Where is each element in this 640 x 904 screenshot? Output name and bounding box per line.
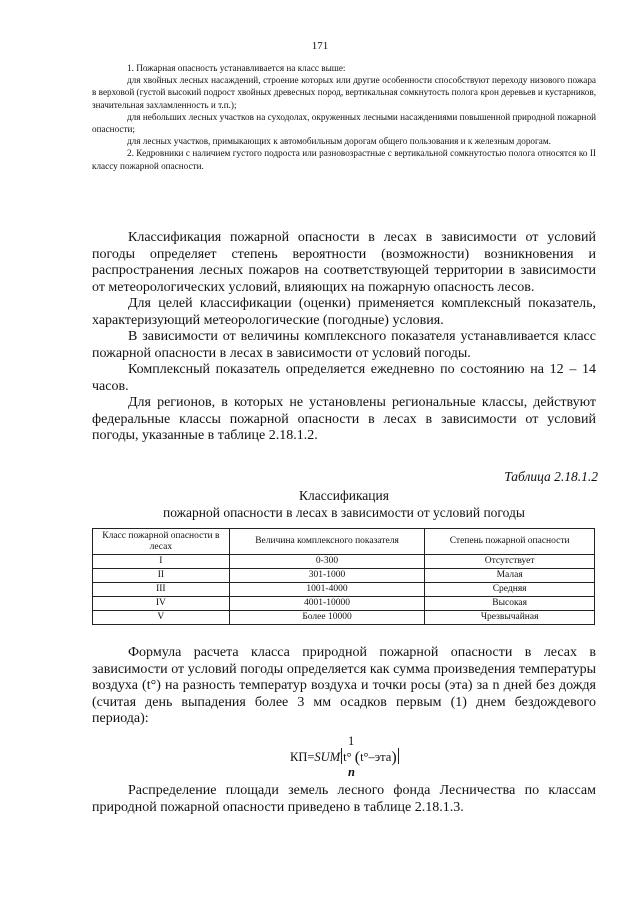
paragraph: Распределение площади земель лесного фонда Лесничества по классам природной пожарной опасности приведено в таблице 2.18.1.3. bbox=[92, 783, 596, 815]
column-header-index: Величина комплексного показателя bbox=[229, 529, 425, 555]
note-1-item-b: для небольших лесных участков на суходолах, окруженных лесными насаждениями повышенной природной пожарной опасности; bbox=[92, 111, 596, 135]
table-title bbox=[92, 487, 596, 521]
table-cell: 0-300 bbox=[229, 555, 425, 569]
table-row bbox=[93, 569, 595, 583]
table-title-line-2: пожарной опасности в лесах в зависимости от условий погоды bbox=[163, 505, 525, 520]
table-row bbox=[93, 583, 595, 597]
table-title-line-1: Классификация bbox=[299, 488, 389, 503]
table-cell: 4001-10000 bbox=[229, 597, 425, 611]
classification-table bbox=[92, 528, 595, 625]
note-2: 2. Кедровники с наличием густого подроста или разновозрастные с вертикальной сомкнутостью полога относятся ко II классу пожарной опасности. bbox=[92, 148, 596, 171]
table-header-row bbox=[93, 529, 595, 555]
note-1-item-c: для лесных участков, примыкающих к автомобильным дорогам общего пользования и к железным дорогам. bbox=[127, 136, 551, 147]
column-header-degree: Степень пожарной опасности bbox=[425, 529, 595, 555]
table-row bbox=[93, 555, 595, 569]
table-cell: 301-1000 bbox=[229, 569, 425, 583]
table-cell: Более 10000 bbox=[229, 611, 425, 625]
formula-lower-limit: n bbox=[348, 765, 355, 779]
column-header-class: Класс пожарной опасности в лесах bbox=[93, 529, 230, 555]
table-cell: Средняя bbox=[425, 583, 595, 597]
footnotes bbox=[92, 62, 596, 172]
table-row bbox=[93, 611, 595, 625]
body-section-3 bbox=[92, 783, 596, 816]
paragraph: Комплексный показатель определяется ежедневно по состоянию на 12 – 14 часов. bbox=[92, 362, 596, 394]
table-cell: Отсутствует bbox=[425, 555, 595, 569]
formula-lhs: КП= bbox=[290, 750, 315, 764]
table-cell: IV bbox=[93, 597, 230, 611]
paragraph: Для целей классификации (оценки) применяется комплексный показатель, характеризующий метеорологические (погодные) условия. bbox=[92, 296, 596, 328]
formula-upper-limit: 1 bbox=[348, 734, 355, 748]
table-cell: III bbox=[93, 583, 230, 597]
formula-kp bbox=[290, 734, 490, 782]
formula-abs-bar-right bbox=[398, 748, 399, 764]
paragraph: Классификация пожарной опасности в лесах в зависимости от условий погоды определяет степень вероятности (возможности) возникновения и распространения лесных пожаров на соответствующей территории в зависимости от метеорологических условий, влияющих на пожарную опасность лесов. bbox=[92, 230, 596, 295]
note-1-item-a: для хвойных лесных насаждений, строение которых или другие особенности способствуют переходу низового пожара в верховой (густой высокий подрост хвойных древесных пород, вертикальная сомкнутость полога крон деревьев и кустарников, значительная захламленность и т.п.); bbox=[92, 75, 596, 110]
formula-difference: t°–эта bbox=[360, 750, 392, 764]
table-cell: I bbox=[93, 555, 230, 569]
table-cell: Высокая bbox=[425, 597, 595, 611]
formula-temperature: t° bbox=[343, 750, 352, 764]
paragraph: Для регионов, в которых не установлены региональные классы, действуют федеральные классы пожарной опасности в лесах в зависимости от условий погоды, указанные в таблице 2.18.1.2. bbox=[92, 395, 596, 443]
table-cell: 1001-4000 bbox=[229, 583, 425, 597]
formula-abs-bar-left bbox=[341, 748, 342, 764]
paragraph: В зависимости от величины комплексного показателя устанавливается класс пожарной опасности в лесах в зависимости от условий погоды. bbox=[92, 329, 596, 361]
table-cell: II bbox=[93, 569, 230, 583]
table-cell: V bbox=[93, 611, 230, 625]
body-section-2 bbox=[92, 645, 596, 728]
formula-expression: КП=SUM t° (t°–эта) bbox=[290, 749, 397, 766]
table-cell: Малая bbox=[425, 569, 595, 583]
paragraph: Формула расчета класса природной пожарной опасности в лесах в зависимости от условий погоды определяется как сумма произведения температуры воздуха (t°) на разность температур воздуха и точки росы (эта) за n дней без дождя (считая день выпадения более 3 мм осадков первым (1) днем бездождевого периода): bbox=[92, 645, 596, 726]
formula-sum: SUM bbox=[314, 750, 341, 764]
page-number: 171 bbox=[311, 40, 329, 52]
table-row bbox=[93, 597, 595, 611]
note-1-intro: 1. Пожарная опасность устанавливается на класс выше: bbox=[127, 63, 346, 73]
body-section-1 bbox=[92, 230, 596, 445]
table-label: Таблица 2.18.1.2 bbox=[504, 469, 598, 484]
table-cell: Чрезвычайная bbox=[425, 611, 595, 625]
